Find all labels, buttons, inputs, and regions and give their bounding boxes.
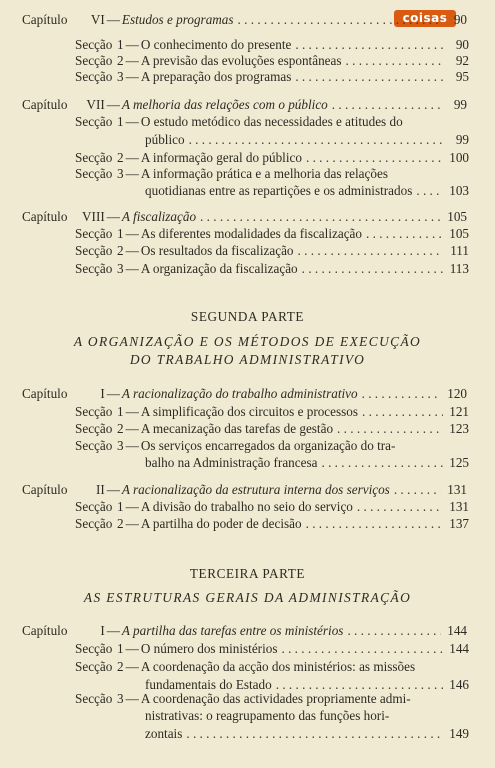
entry-dash: — [106, 623, 120, 638]
page-number: 123 [449, 421, 469, 436]
entry-dash: — [106, 386, 120, 401]
entry-title: Estudos e programas [121, 12, 234, 27]
part-three-heading: TERCEIRA PARTE [189, 566, 306, 581]
entry-label: Secção [75, 150, 113, 165]
toc-section-entry[interactable] [75, 438, 469, 454]
page-number: 99 [453, 97, 467, 112]
page-number: 144 [449, 641, 469, 656]
dot-leader [302, 261, 443, 277]
entry-lead [75, 226, 362, 242]
page-number: 99 [455, 132, 469, 147]
entry-label: Capítulo [22, 386, 68, 401]
entry-continuation [145, 708, 469, 724]
continuation-text: público [145, 132, 185, 147]
entry-number: 1 [117, 404, 124, 419]
entry-dash: — [125, 226, 139, 241]
entry-number: II [95, 482, 105, 497]
continuation-text: balho na Administração francesa [145, 455, 318, 470]
entry-title: A previsão das evoluções espontâneas [140, 53, 342, 68]
dot-leader [337, 421, 443, 437]
entry-lead [22, 209, 196, 225]
part-two-subtitle-line1: A ORGANIZAÇÃO E OS MÉTODOS DE EXECUÇÃO [73, 334, 422, 349]
entry-lead [75, 114, 403, 130]
entry-dash: — [125, 691, 139, 706]
entry-dash: — [106, 209, 120, 224]
dot-leader [321, 455, 443, 471]
dot-leader [281, 641, 443, 657]
entry-dash: — [125, 150, 139, 165]
entry-lead [75, 516, 302, 532]
entry-lead [75, 150, 302, 166]
dot-leader [366, 226, 443, 242]
dot-leader [306, 150, 443, 166]
entry-title: Os resultados da fiscalização [140, 243, 294, 258]
watermark-logo: coisas [394, 10, 456, 27]
entry-label: Capítulo [22, 97, 68, 112]
page-number: 113 [449, 261, 469, 276]
page-number: 92 [455, 53, 469, 68]
continuation-text: zontais [145, 726, 183, 741]
entry-label: Secção [75, 114, 113, 129]
page-number: 105 [449, 226, 469, 241]
entry-title: A informação geral do público [140, 150, 302, 165]
toc-section-entry[interactable] [75, 659, 469, 675]
part-three-subtitle: AS ESTRUTURAS GERAIS DA ADMINISTRAÇÃO [83, 590, 412, 605]
page-number: 144 [447, 623, 467, 638]
entry-title: A mecanização das tarefas de gestão [140, 421, 334, 436]
entry-title: A melhoria das relações com o público [121, 97, 328, 112]
entry-lead [75, 261, 298, 277]
entry-number: 3 [117, 438, 124, 453]
toc-section-entry[interactable] [75, 516, 469, 532]
dot-leader [295, 69, 443, 85]
dot-leader [189, 132, 443, 148]
entry-lead [75, 53, 342, 69]
entry-continuation [145, 183, 469, 199]
page-number: 131 [447, 482, 467, 497]
entry-number: VII [86, 97, 105, 112]
page-number: 100 [449, 150, 469, 165]
entry-lead [75, 641, 277, 657]
page-number: 131 [449, 499, 469, 514]
entry-dash: — [106, 482, 120, 497]
toc-section-entry[interactable] [75, 53, 469, 69]
toc-section-entry[interactable] [75, 150, 469, 166]
entry-title: O conhecimento do presente [140, 37, 292, 52]
dot-leader [186, 726, 443, 742]
entry-title: A simplificação dos circuitos e processos [140, 404, 359, 419]
page-number: 149 [449, 726, 469, 741]
entry-label: Capítulo [22, 482, 68, 497]
entry-dash: — [106, 12, 120, 27]
entry-lead [75, 438, 395, 454]
dot-leader [306, 516, 443, 532]
entry-lead [75, 37, 291, 53]
entry-dash: — [125, 404, 139, 419]
entry-label: Capítulo [22, 623, 68, 638]
dot-leader [394, 482, 441, 498]
entry-dash: — [125, 438, 139, 453]
entry-title: O número dos ministérios [140, 641, 278, 656]
entry-label: Secção [75, 499, 113, 514]
entry-title: A partilha das tarefas entre os ministérios [121, 623, 344, 638]
entry-number: 1 [117, 37, 124, 52]
entry-number: 2 [117, 243, 124, 258]
toc-section-entry[interactable] [75, 404, 469, 420]
entry-dash: — [125, 641, 139, 656]
entry-label: Capítulo [22, 12, 68, 27]
entry-number: 2 [117, 659, 124, 674]
dot-leader [362, 404, 443, 420]
entry-continuation [145, 726, 469, 742]
entry-title: A coordenação da acção dos ministérios: as missões [140, 659, 416, 674]
toc-section-entry[interactable] [75, 691, 469, 707]
entry-title: A organização da fiscalização [140, 261, 298, 276]
entry-label: Secção [75, 53, 113, 68]
toc-section-entry[interactable] [75, 226, 469, 242]
entry-label: Secção [75, 659, 113, 674]
toc-chapter-entry[interactable] [22, 482, 467, 498]
entry-title: Os serviços encarregados da organização do tra- [140, 438, 396, 453]
entry-lead [75, 691, 411, 707]
entry-title: O estudo metódico das necessidades e atitudes do [140, 114, 403, 129]
entry-title: A racionalização da estrutura interna dos serviços [121, 482, 390, 497]
part-two-subtitle-line2: DO TRABALHO ADMINISTRATIVO [129, 352, 366, 367]
continuation-text: nistrativas: o reagrupamento das funções hori- [145, 708, 390, 723]
entry-title: A coordenação das actividades propriamente admi- [140, 691, 411, 706]
entry-number: 2 [117, 421, 124, 436]
entry-dash: — [125, 69, 139, 84]
page-number: 103 [449, 183, 469, 198]
entry-lead [75, 166, 388, 182]
entry-number: 1 [117, 226, 124, 241]
entry-dash: — [125, 37, 139, 52]
entry-dash: — [125, 53, 139, 68]
entry-label: Secção [75, 404, 113, 419]
entry-label: Secção [75, 641, 113, 656]
entry-number: 3 [117, 69, 124, 84]
entry-continuation [145, 132, 469, 148]
entry-title: A fiscalização [121, 209, 197, 224]
entry-title: A racionalização do trabalho administrativo [121, 386, 358, 401]
entry-number: 2 [117, 53, 124, 68]
entry-number: 3 [117, 166, 124, 181]
entry-label: Capítulo [22, 209, 68, 224]
entry-label: Secção [75, 37, 113, 52]
toc-chapter-entry[interactable] [22, 97, 467, 113]
page-number: 90 [455, 37, 469, 52]
entry-lead [22, 623, 343, 639]
entry-lead [75, 69, 291, 85]
entry-label: Secção [75, 438, 113, 453]
entry-dash: — [125, 659, 139, 674]
part-two-heading: SEGUNDA PARTE [190, 309, 305, 324]
dot-leader [346, 53, 443, 69]
entry-lead [22, 386, 358, 402]
entry-dash: — [125, 166, 139, 181]
dot-leader [362, 386, 441, 402]
entry-label: Secção [75, 226, 113, 241]
entry-title: A partilha do poder de decisão [140, 516, 302, 531]
page-number: 146 [449, 677, 469, 692]
continuation-text: fundamentais do Estado [145, 677, 272, 692]
page-number: 90 [453, 12, 467, 27]
entry-lead [22, 482, 390, 498]
entry-number: 2 [117, 150, 124, 165]
entry-number: 1 [117, 114, 124, 129]
toc-section-entry[interactable] [75, 166, 469, 182]
dot-leader [200, 209, 441, 225]
toc-chapter-entry[interactable] [22, 12, 467, 28]
entry-number: I [100, 386, 105, 401]
entry-label: Secção [75, 243, 113, 258]
entry-dash: — [125, 243, 139, 258]
page-number: 95 [455, 69, 469, 84]
entry-number: 3 [117, 261, 124, 276]
entry-lead [22, 12, 234, 28]
entry-lead [75, 421, 333, 437]
toc-section-entry[interactable] [75, 499, 469, 515]
entry-lead [75, 404, 358, 420]
entry-dash: — [125, 499, 139, 514]
continuation-text: quotidianas entre as repartições e os administrados [145, 183, 413, 198]
dot-leader [416, 183, 443, 199]
page-number: 125 [449, 455, 469, 470]
toc-section-entry[interactable] [75, 37, 469, 53]
entry-number: 1 [117, 641, 124, 656]
entry-number: VIII [82, 209, 105, 224]
page-number: 111 [450, 243, 469, 258]
entry-lead [75, 659, 415, 675]
toc-section-entry[interactable] [75, 641, 469, 657]
entry-number: VI [90, 12, 105, 27]
entry-dash: — [106, 97, 120, 112]
dot-leader [347, 623, 441, 639]
entry-label: Secção [75, 261, 113, 276]
entry-title: As diferentes modalidades da fiscalização [140, 226, 362, 241]
dot-leader [357, 499, 443, 515]
entry-title: A preparação dos programas [140, 69, 292, 84]
entry-lead [22, 97, 328, 113]
page-number: 137 [449, 516, 469, 531]
dot-leader [238, 12, 441, 28]
toc-section-entry[interactable] [75, 114, 469, 130]
toc-section-entry[interactable] [75, 261, 469, 277]
entry-number: 1 [117, 499, 124, 514]
toc-section-entry[interactable] [75, 421, 469, 437]
entry-number: I [100, 623, 105, 638]
dot-leader [295, 37, 443, 53]
entry-label: Secção [75, 691, 113, 706]
page-number: 120 [447, 386, 467, 401]
dot-leader [332, 97, 441, 113]
entry-label: Secção [75, 516, 113, 531]
entry-label: Secção [75, 166, 113, 181]
page-number: 121 [449, 404, 469, 419]
entry-number: 2 [117, 516, 124, 531]
dot-leader [298, 243, 443, 259]
toc-section-entry[interactable] [75, 243, 469, 259]
entry-lead [75, 243, 294, 259]
entry-dash: — [125, 421, 139, 436]
page-number: 105 [447, 209, 467, 224]
toc-chapter-entry[interactable] [22, 623, 467, 639]
entry-title: A informação prática e a melhoria das relações [140, 166, 388, 181]
entry-dash: — [125, 114, 139, 129]
entry-dash: — [125, 261, 139, 276]
toc-chapter-entry[interactable] [22, 386, 467, 402]
entry-label: Secção [75, 69, 113, 84]
toc-section-entry[interactable] [75, 69, 469, 85]
toc-chapter-entry[interactable] [22, 209, 467, 225]
entry-label: Secção [75, 421, 113, 436]
entry-number: 3 [117, 691, 124, 706]
entry-dash: — [125, 516, 139, 531]
entry-title: A divisão do trabalho no seio do serviço [140, 499, 353, 514]
entry-lead [75, 499, 353, 515]
entry-continuation [145, 455, 469, 471]
